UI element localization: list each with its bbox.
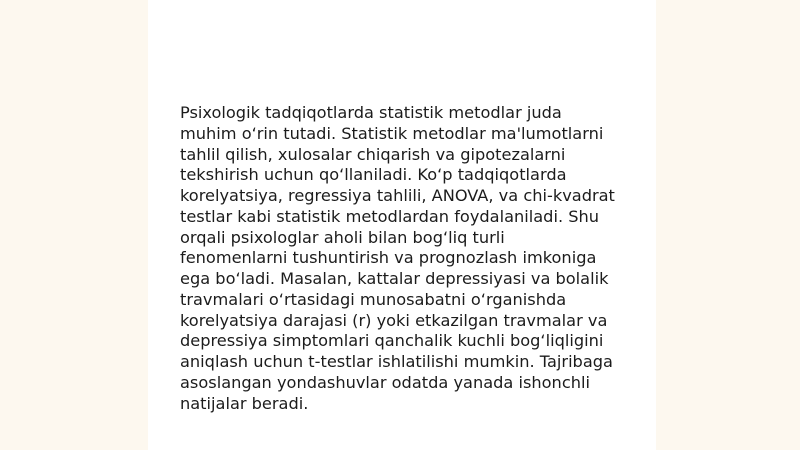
- document-page: [148, 0, 656, 450]
- body-paragraph: Psixologik tadqiqotlarda statistik metodlar juda muhim o‘rin tutadi. Statistik metodlar ma'lumotlarni tahlil qilish, xulosalar chiqarish va gipotezalarni tekshirish uchun qo‘llaniladi. Ko‘p tadqiqotlarda korelyatsiya, regressiya tahlili, ANOVA, va chi-kvadrat testlar kabi statistik metodlardan foydalaniladi. Shu orqali psixologlar aholi bilan bog‘liq turli fenomenlarni tushuntirish va prognozlash imkoniga ega bo‘ladi. Masalan, kattalar depressiyasi va bolalik travmalari o‘rtasidagi munosabatni o‘rganishda korelyatsiya darajasi (r) yoki etkazilgan travmalar va depressiya simptomlari qanchalik kuchli bog‘liqligini aniqlash uchun t-testlar ishlatilishi mumkin. Tajribaga asoslangan yondashuvlar odatda yanada ishonchli natijalar beradi.: [180, 103, 615, 413]
